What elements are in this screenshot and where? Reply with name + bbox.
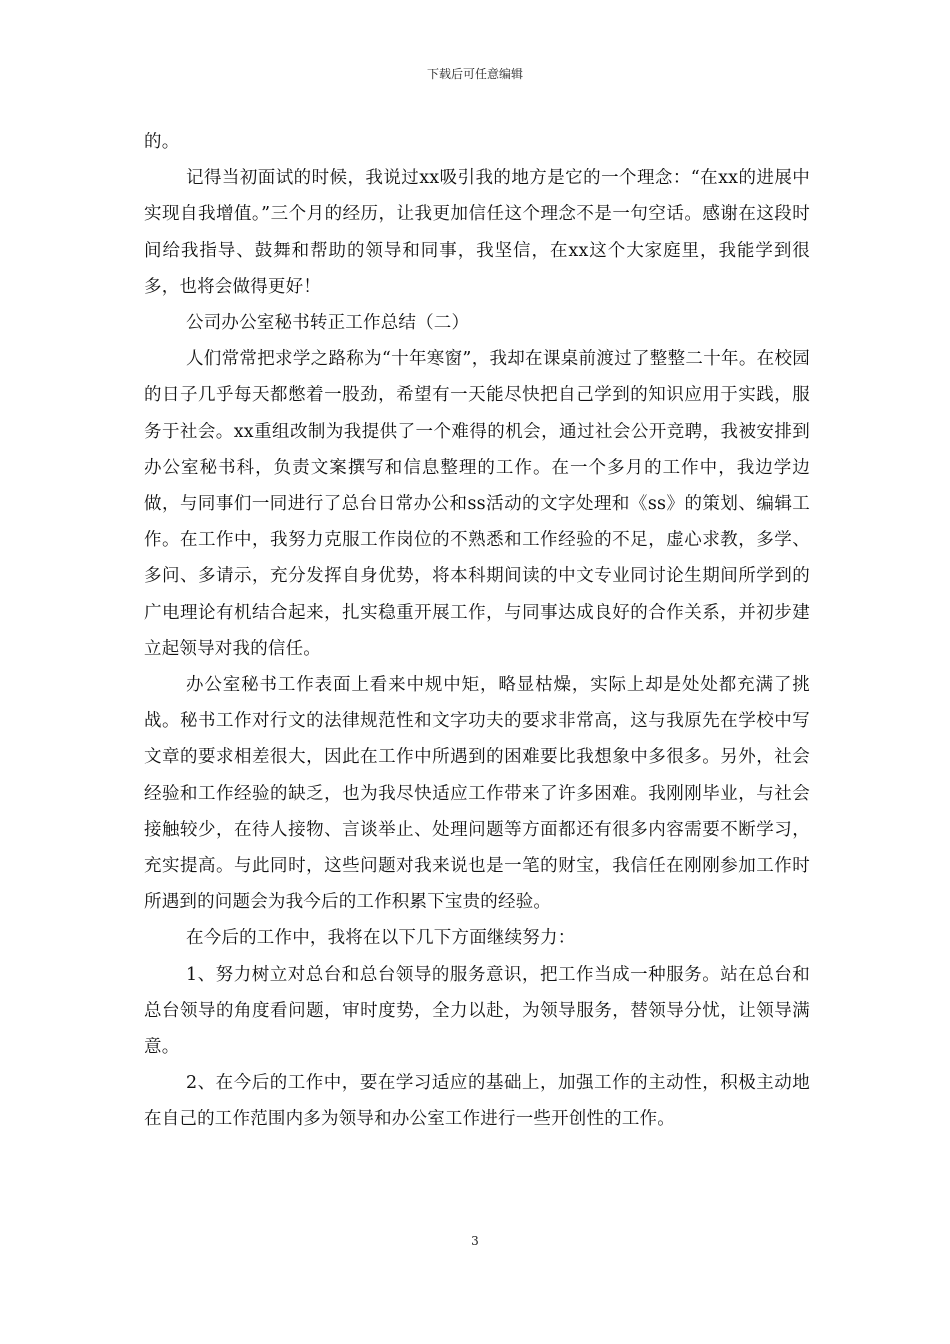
page-number: 3 <box>471 1234 479 1248</box>
page-header: 下载后可任意编辑 <box>426 67 523 81</box>
paragraph-study-and-work: 人们常常把求学之路称为“十年寒窗”，我却在课桌前渡过了整整二十年。在校园的日子几乎每天都憋着一股劲，希望有一天能尽快把自己学到的知识应用于实践，服务于社会。xx重组改制为我提供了一个难得的机会，通过社会公开竞聘，我被安排到办公室秘书科，负责文案撰写和信息整理的工作。在一个多月的工作中，我边学边做，与同事们一同进行了总台日常办公和ss活动的文字处理和《ss》的策划、编辑工作。在工作中，我努力克服工作岗位的不熟悉和工作经验的不足，虚心求教，多学、多问、多请示，充分发挥自身优势，将本科期间读的中文专业同讨论生期间所学到的广电理论有机结合起来，扎实稳重开展工作，与同事达成良好的合作关系，并初步建立起领导对我的信任。 <box>144 349 810 659</box>
paragraph-future-intro: 在今后的工作中，我将在以下几下方面继续努力： <box>186 928 576 949</box>
document-body <box>144 124 810 1138</box>
list-item-2: 2、在今后的工作中，要在学习适应的基础上，加强工作的主动性，积极主动地在自己的工作范围内多为领导和办公室工作进行一些开创性的工作。 <box>144 1073 810 1130</box>
paragraph-interview-memory: 记得当初面试的时候，我说过xx吸引我的地方是它的一个理念：“在xx的进展中实现自我增值。”三个月的经历，让我更加信任这个理念不是一句空话。感谢在这段时间给我指导、鼓舞和帮助的领导和同事，我坚信，在xx这个大家庭里，我能学到很多，也将会做得更好！ <box>144 168 810 297</box>
paragraph-continuation: 的。 <box>144 132 180 152</box>
paragraph-secretary-challenges: 办公室秘书工作表面上看来中规中矩，略显枯燥，实际上却是处处都充满了挑战。秘书工作对行文的法律规范性和文字功夫的要求非常高，这与我原先在学校中写文章的要求相差很大，因此在工作中所遇到的困难要比我想象中多很多。另外，社会经验和工作经验的缺乏，也为我尽快适应工作带来了许多困难。我刚刚毕业，与社会接触较少，在待人接物、言谈举止、处理问题等方面都还有很多内容需要不断学习，充实提高。与此同时，这些问题对我来说也是一笔的财宝，我信任在刚刚参加工作时所遇到的问题会为我今后的工作积累下宝贵的经验。 <box>144 675 810 913</box>
section-title: 公司办公室秘书转正工作总结（二） <box>186 313 470 334</box>
list-item-1: 1、努力树立对总台和总台领导的服务意识，把工作当成一种服务。站在总台和总台领导的角度看问题，审时度势，全力以赴，为领导服务，替领导分忧，让领导满意。 <box>144 964 810 1058</box>
